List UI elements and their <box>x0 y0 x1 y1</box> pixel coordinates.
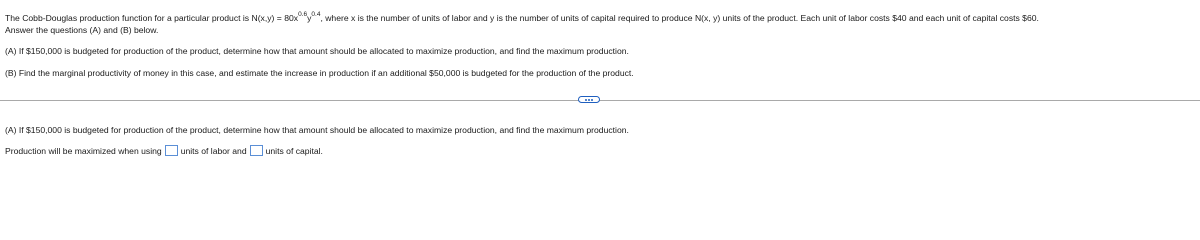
answer-middle-text: units of labor and <box>180 146 247 156</box>
formula-y-variable: y <box>307 13 312 23</box>
capital-units-input[interactable] <box>250 145 263 156</box>
answer-end-text: units of capital. <box>265 146 323 156</box>
answer-part-a-question: (A) If $150,000 is budgeted for production of the product, determine how that amount should be allocated to maximize production, and find the maximum production. <box>5 125 629 135</box>
more-dot-icon <box>585 99 587 101</box>
question-part-a: (A) If $150,000 is budgeted for production of the product, determine how that amount should be allocated to maximize production, and find the maximum production. <box>5 46 629 56</box>
answer-sentence <box>5 146 323 157</box>
exponent-x: 0.6 <box>298 11 308 19</box>
section-divider <box>0 100 1200 101</box>
labor-units-input[interactable] <box>165 145 178 156</box>
exponent-y: 0.4 <box>311 11 321 19</box>
more-dot-icon <box>591 99 593 101</box>
problem-instruction: Answer the questions (A) and (B) below. <box>5 25 159 35</box>
problem-intro-text: The Cobb-Douglas production function for a particular product is N(x,y) = 80x <box>5 13 299 23</box>
expand-more-button[interactable] <box>578 96 600 103</box>
problem-intro-continued: , where x is the number of units of labor and y is the number of units of capital required to produce N(x, y) units of the product. Each unit of labor costs $40 and each unit of capital costs $60. <box>320 13 1039 23</box>
problem-statement <box>5 13 1039 23</box>
question-part-b: (B) Find the marginal productivity of money in this case, and estimate the increase in production if an additional $50,000 is budgeted for the production of the product. <box>5 68 634 78</box>
answer-sentence-start: Production will be maximized when using <box>5 146 162 156</box>
more-dot-icon <box>588 99 590 101</box>
